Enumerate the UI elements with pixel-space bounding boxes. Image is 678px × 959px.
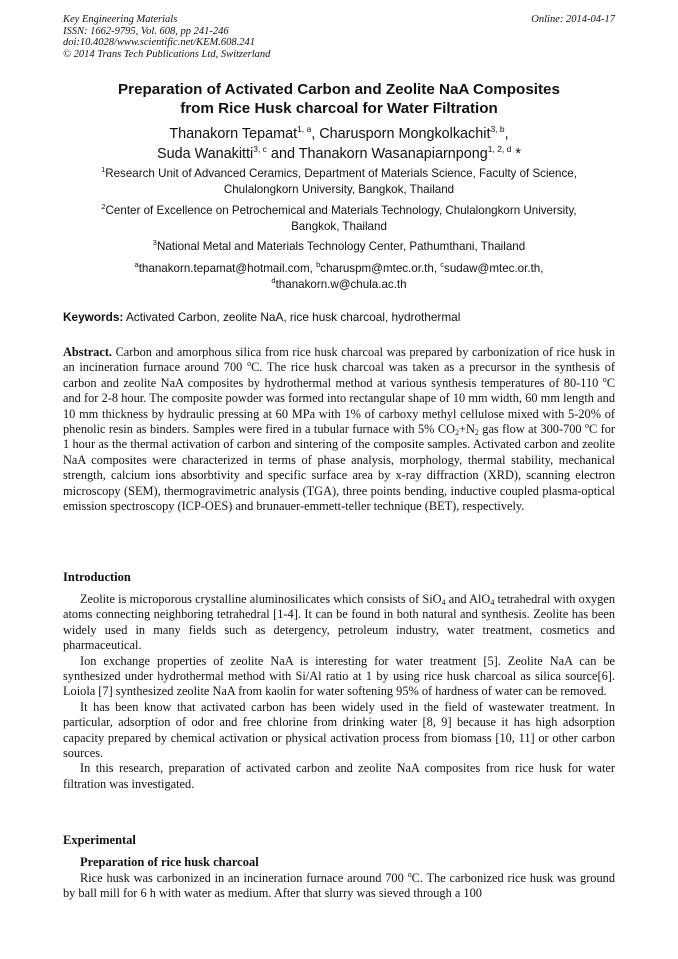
affiliation-3-number: 3: [152, 238, 157, 247]
introduction-heading: Introduction: [63, 570, 131, 584]
author-4: Thanakorn Wasanapiarnpong: [298, 146, 488, 162]
abstract: Abstract. Carbon and amorphous silica from rice husk charcoal was prepared by carbonization of rice husk in an incineration furnace around 700 $^o$C. The rice husk charcoal was taken as a precursor in the synthesis of carbon and zeolite NaA composites by hydrothermal method at various synthesis temperatures of 80-110 $^o$C and for 2-8 hour. The composite powder was formed into rectangular shape of 10 mm width, 60 mm length and 10 mm thickness by hydraulic pressing at 60 MPa with 1% of carboxy methyl cellulose mixed with 5-20% of phenolic resin as binders. Samples were fired in a tubular furnace with 5% $CO_2+N_2$ gas flow at 300-700 $^o$C for 1 hour as the thermal activation of carbon and sintering of the composite samples. Activated carbon and zeolite NaA composites were characterized in terms of phase analysis, morphology, thermal stability, mechanical strength, calcium ions absorbtivity and specific surface area by x-ray diffraction (XRD), scanning electron microscopy (SEM), thermogravimetric analysis (TGA), three points bending, inductive coupled plasma-optical emission spectroscopy (ICP-OES) and brunauer-emmett-teller technique (BET), respectively.: [63, 345, 616, 514]
author-3: Suda Wanakitti: [156, 146, 254, 162]
keywords-text: Activated Carbon, zeolite NaA, rice husk charcoal, hydrothermal: [123, 310, 461, 324]
affiliation-1-line-1: Research Unit of Advanced Ceramics, Department of Materials Science, Faculty of Science,: [105, 167, 577, 180]
authors-line-1: [63, 124, 615, 144]
affiliation-2-line-2: Bangkok, Thailand: [291, 219, 387, 233]
affiliation-3: [63, 239, 615, 255]
email-a: thanakorn.tepamat@hotmail.com,: [138, 262, 317, 275]
experimental-heading: Experimental: [63, 833, 136, 847]
affiliation-1-line-2: Chulalongkorn University, Bangkok, Thailand: [223, 182, 455, 196]
issn-line: ISSN: 1662-9795, Vol. 608, pp 241-246: [63, 25, 229, 37]
paper-title: [63, 80, 615, 118]
email-c: sudaw@mtec.or.th,: [444, 262, 544, 275]
author-2-affil: 3, b: [490, 124, 505, 134]
author-1-affil: 1, a: [297, 124, 312, 134]
affiliation-1: [63, 166, 615, 197]
author-list: [63, 124, 615, 164]
keywords: [63, 310, 615, 325]
affiliation-2-line-1: Center of Excellence on Petrochemical and Materials Technology, Chulalongkorn University,: [105, 204, 577, 217]
affiliation-1-number: 1: [101, 165, 106, 174]
title-line-1: Preparation of Activated Carbon and Zeolite NaA Composites: [118, 81, 560, 98]
intro-paragraph-3: It has been know that activated carbon has been widely used in the field of wastewater treatment. In particular, adsorption of odor and free chlorine from drinking water [8, 9] because it has high adsorption capacity prepared by chemical activation or physical activation process from biomass [10, 11] or other carbon sources.: [63, 699, 615, 761]
author-4-affil: 1, 2, d: [487, 144, 512, 154]
experimental-body: [63, 871, 615, 902]
affiliation-3-line-1: National Metal and Materials Technology Center, Pathumthani, Thailand: [156, 240, 526, 253]
journal-header: [63, 14, 615, 60]
corresponding-star: *: [511, 146, 522, 162]
doi-line: doi:10.4028/www.scientific.net/KEM.608.241: [63, 37, 255, 49]
author-separator: ,: [311, 126, 320, 142]
email-d: thanakorn.w@chula.ac.th: [275, 277, 407, 291]
affiliation-2: [63, 203, 615, 234]
affiliation-2-number: 2: [101, 202, 106, 211]
title-line-2: from Rice Husk charcoal for Water Filtration: [180, 100, 498, 117]
intro-paragraph-4: In this research, preparation of activated carbon and zeolite NaA composites from rice husk for water filtration was investigated.: [63, 761, 615, 791]
author-3-affil: 3, c: [253, 144, 267, 154]
intro-paragraph-1: Zeolite is microporous crystalline aluminosilicates which consists of SiO$_4$ and AlO$_4$ tetrahedral with oxygen atoms connecting neighboring tetrahedral [1-4]. It can be found in both natural and synthesis. Zeolite has been widely used in many fields such as detergency, petroleum industry, water treatment, cosmetics and pharmaceutical.: [63, 592, 615, 653]
experimental-paragraph-1: Rice husk was carbonized in an incineration furnace around 700 $^o$C. The carbonized rice husk was ground by ball mill for 6 h with water as medium. After that slurry was sieved through a 100: [63, 870, 615, 901]
abstract-label: Abstract.: [63, 345, 113, 359]
email-list: $^a$thanakorn.tepamat@hotmail.com, $^b$charuspm@mtec.or.th, $^c$sudaw@mtec.or.th, $^d$thanakorn.w@chula.ac.th: [134, 260, 544, 291]
author-2: Charusporn Mongkolkachit: [319, 126, 491, 142]
copyright-line: © 2014 Trans Tech Publications Ltd, Switzerland: [63, 48, 271, 60]
journal-name: Key Engineering Materials: [63, 14, 178, 25]
author-line-end: ,: [504, 126, 509, 142]
keywords-label: Keywords:: [63, 310, 124, 324]
authors-line-2: [63, 144, 615, 164]
intro-paragraph-2: Ion exchange properties of zeolite NaA is interesting for water treatment [5]. Zeolite NaA can be synthesized under hydrothermal method with Si/Al ratio at 1 by using rice husk charcoal as silica source[6]. Loiola [7] synthesized zeolite NaA from kaolin for water softening 95% of hardness of water can be removed.: [63, 653, 615, 699]
email-b: charuspm@mtec.or.th,: [320, 262, 441, 275]
introduction-body: [63, 592, 615, 792]
author-1: Thanakorn Tepamat: [169, 126, 298, 142]
author-and: and: [266, 146, 299, 162]
rice-husk-subheading: Preparation of rice husk charcoal: [80, 855, 259, 869]
online-date: Online: 2014-04-17: [531, 14, 615, 25]
